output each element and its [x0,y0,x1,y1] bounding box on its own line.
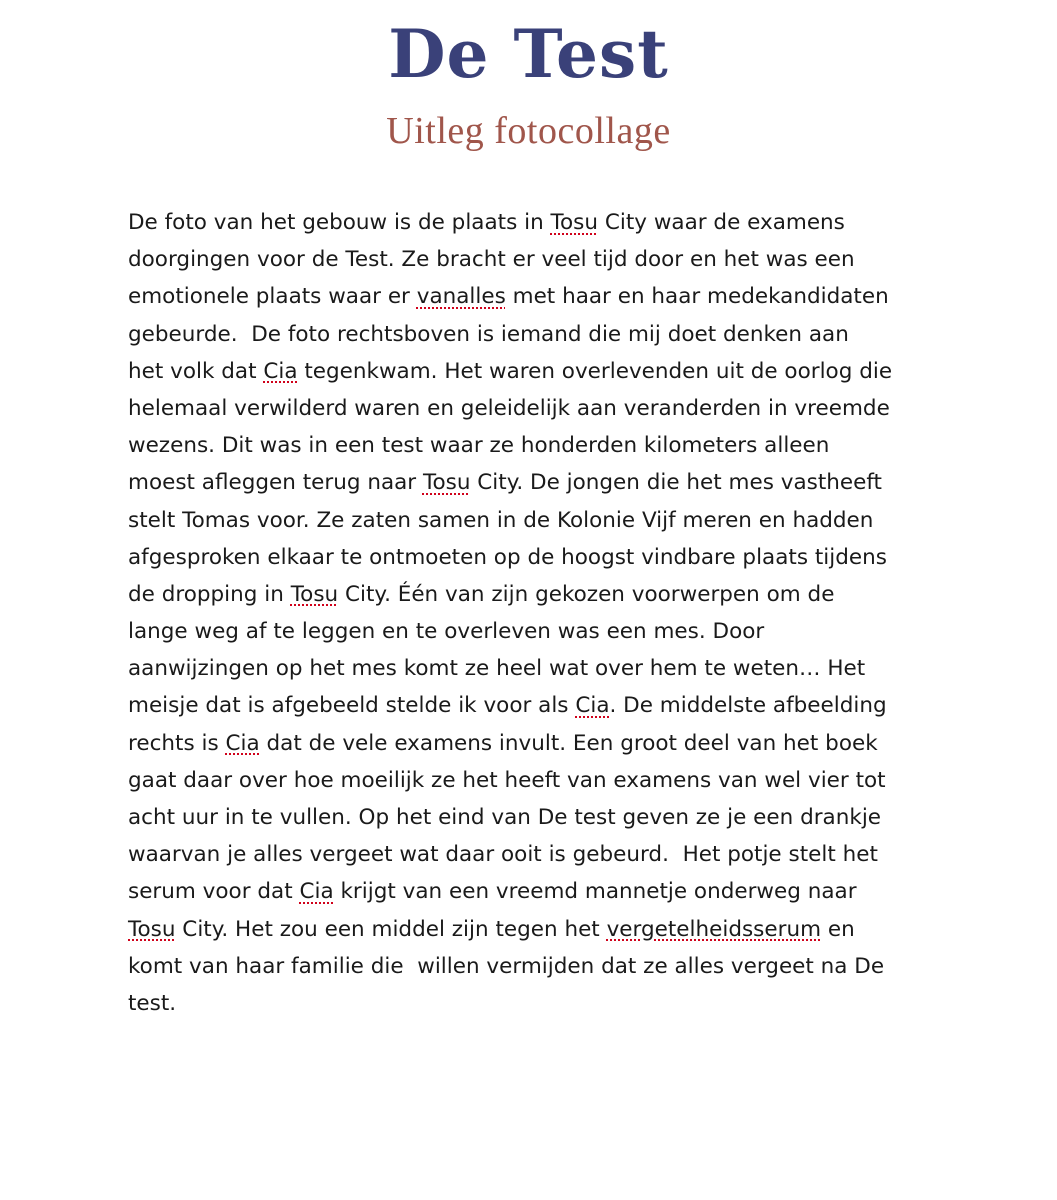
text-segment: de dropping in [128,581,291,607]
text-segment: waarvan je alles vergeet wat daar ooit is gebeurd. Het potje stelt het [128,842,878,868]
text-line [128,836,938,873]
text-line [128,948,938,985]
text-segment: en [821,916,855,942]
text-line [128,725,938,762]
misspelled-word[interactable]: vanalles [416,284,506,310]
text-line [128,241,938,278]
document-subtitle: Uitleg fotocollage [386,110,671,152]
body-paragraph [128,204,938,1022]
text-line [128,799,938,836]
text-segment: helemaal verwilderd waren en geleidelijk aan veranderden in vreemde [128,395,890,421]
text-segment: lange weg af te leggen en te overleven was een mes. Door [128,619,765,645]
misspelled-word[interactable]: vergetelheidsserum [606,916,822,942]
misspelled-word[interactable]: Cia [575,693,610,719]
text-line [128,873,938,910]
text-segment: het volk dat [128,358,264,384]
text-segment: aanwijzingen op het mes komt ze heel wat over hem te weten… Het [128,656,866,682]
text-line [128,390,938,427]
text-segment: De foto van het gebouw is de plaats in [128,210,551,235]
text-segment: krijgt van een vreemd mannetje onderweg naar [333,879,857,905]
text-line [128,539,938,576]
text-line [128,278,938,315]
misspelled-word[interactable]: Tosu [550,210,599,235]
text-segment: City. De jongen die het mes vastheeft [470,470,882,496]
text-line [128,911,938,948]
text-segment: gaat daar over hoe moeilijk ze het heeft van examens van wel vier tot [128,767,886,793]
text-segment: komt van haar familie die willen vermijden dat ze alles vergeet na De [128,953,885,979]
text-segment: . De middelste afbeelding [609,693,887,719]
text-line [128,316,938,353]
text-segment: stelt Tomas voor. Ze zaten samen in de Kolonie Vijf meren en hadden [128,507,874,533]
text-segment: dat de vele examens invult. Een groot deel van het boek [259,730,878,756]
text-line [128,650,938,687]
misspelled-word[interactable]: Cia [299,879,334,905]
text-line [128,762,938,799]
text-segment: wezens. Dit was in een test waar ze honderden kilometers alleen [128,433,830,459]
text-segment: doorgingen voor de Test. Ze bracht er veel tijd door en het was een [128,247,855,273]
text-segment: emotionele plaats waar er [128,284,417,310]
text-segment: test. [128,990,177,1016]
document-title: De Test [388,15,669,93]
text-line [128,353,938,390]
text-line [128,985,938,1022]
text-line [128,613,938,650]
text-line [128,464,938,501]
misspelled-word[interactable]: Cia [263,358,298,384]
text-line [128,204,938,241]
text-segment: acht uur in te vullen. Op het eind van De test geven ze je een drankje [128,805,882,830]
text-segment: moest afleggen terug naar [128,470,423,496]
text-segment: rechts is [128,730,226,756]
text-segment: serum voor dat [128,879,300,905]
misspelled-word[interactable]: Tosu [422,470,471,496]
text-segment: City waar de examens [598,210,845,235]
text-segment: afgesproken elkaar te ontmoeten op de hoogst vindbare plaats tijdens [128,544,887,570]
misspelled-word[interactable]: Cia [225,730,260,756]
text-line [128,427,938,464]
text-segment: meisje dat is afgebeeld stelde ik voor als [128,693,576,719]
text-line [128,502,938,539]
text-segment: gebeurde. De foto rechtsboven is iemand die mij doet denken aan [128,321,849,347]
text-segment: City. Één van zijn gekozen voorwerpen om de [338,581,835,607]
misspelled-word[interactable]: Tosu [128,916,176,942]
text-line [128,687,938,724]
text-line [128,576,938,613]
misspelled-word[interactable]: Tosu [290,581,339,607]
text-segment: met haar en haar medekandidaten [505,284,889,310]
text-segment: City. Het zou een middel zijn tegen het [175,916,607,942]
text-segment: tegenkwam. Het waren overlevenden uit de oorlog die [297,358,893,384]
